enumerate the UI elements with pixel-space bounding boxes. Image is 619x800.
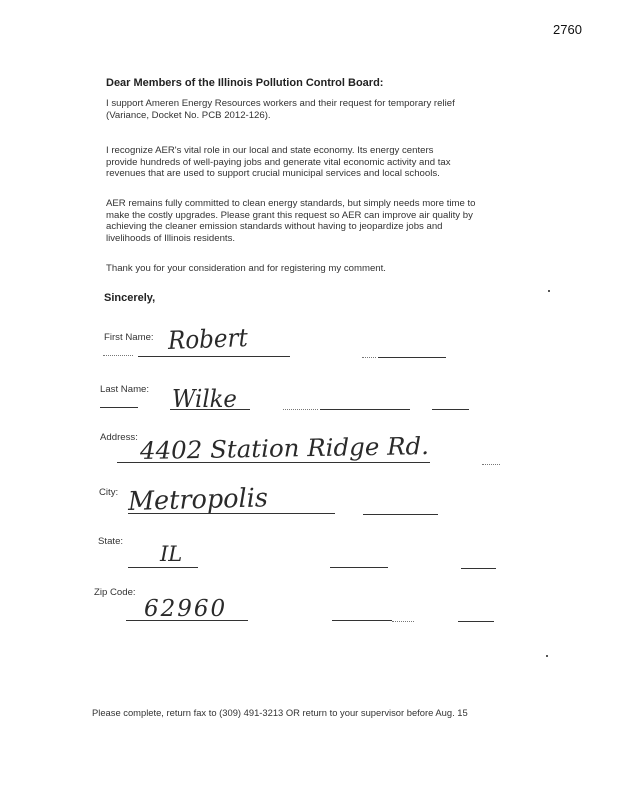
last-name-leader bbox=[100, 407, 138, 408]
letter-heading: Dear Members of the Illinois Pollution Control Board: bbox=[106, 77, 384, 89]
state-line bbox=[128, 567, 198, 568]
first-name-extra-line bbox=[378, 357, 446, 358]
paragraph-support: I support Ameren Energy Resources workers and their request for temporary relief (Variance, Docket No. PCB 2012-126). bbox=[106, 98, 455, 121]
zip-code-line bbox=[126, 620, 248, 621]
closing-sincerely: Sincerely, bbox=[104, 292, 156, 304]
zip-code-extra-line-2 bbox=[458, 621, 494, 622]
paragraph-thanks: Thank you for your consideration and for registering my comment. bbox=[106, 263, 386, 274]
first-name-label: First Name: bbox=[104, 332, 154, 343]
last-name-line bbox=[170, 409, 250, 410]
state-extra-line bbox=[330, 567, 388, 568]
address-line bbox=[117, 462, 430, 463]
last-name-extra-line bbox=[320, 409, 410, 410]
first-name-extra-dots bbox=[362, 357, 376, 358]
scan-speck bbox=[548, 290, 550, 292]
zip-code-extra-line bbox=[332, 620, 392, 621]
city-line bbox=[128, 513, 335, 514]
zip-code-extra-dots bbox=[392, 621, 414, 622]
city-value: Metropolis bbox=[127, 483, 269, 517]
state-value: IL bbox=[160, 542, 183, 566]
state-label: State: bbox=[98, 536, 124, 547]
city-label: City: bbox=[99, 487, 119, 498]
zip-code-label: Zip Code: bbox=[94, 587, 136, 598]
first-name-value: Robert bbox=[167, 322, 249, 355]
address-extra-dots bbox=[482, 464, 500, 465]
scan-speck bbox=[546, 655, 548, 657]
address-value: 4402 Station Ridge Rd. bbox=[139, 432, 430, 465]
state-extra-line-2 bbox=[461, 568, 496, 569]
city-extra-line bbox=[363, 514, 438, 515]
paragraph-standards: AER remains fully committed to clean energy standards, but simply needs more time to make the costly upgrades. Please grant this request so AER can improve air quality by achieving the cleaner emission standards without having to jeopardize jobs and livelihoods of Illinois residents. bbox=[106, 198, 476, 244]
first-name-line bbox=[138, 356, 290, 357]
last-name-value: Wilke bbox=[172, 385, 237, 413]
page-number: 2760 bbox=[553, 22, 582, 37]
footer-instructions: Please complete, return fax to (309) 491-3213 OR return to your supervisor before Aug. 15 bbox=[92, 707, 468, 718]
paragraph-economy: I recognize AER's vital role in our local and state economy. Its energy centers provide hundreds of well-paying jobs and generate vital economic activity and tax revenues that are used to support crucial municipal services and local schools. bbox=[106, 145, 451, 179]
last-name-extra-dots bbox=[283, 409, 318, 410]
zip-code-value: 62960 bbox=[144, 596, 228, 622]
last-name-label: Last Name: bbox=[100, 384, 150, 395]
address-label: Address: bbox=[100, 432, 138, 443]
first-name-leader bbox=[103, 355, 133, 356]
last-name-extra-line-2 bbox=[432, 409, 469, 410]
